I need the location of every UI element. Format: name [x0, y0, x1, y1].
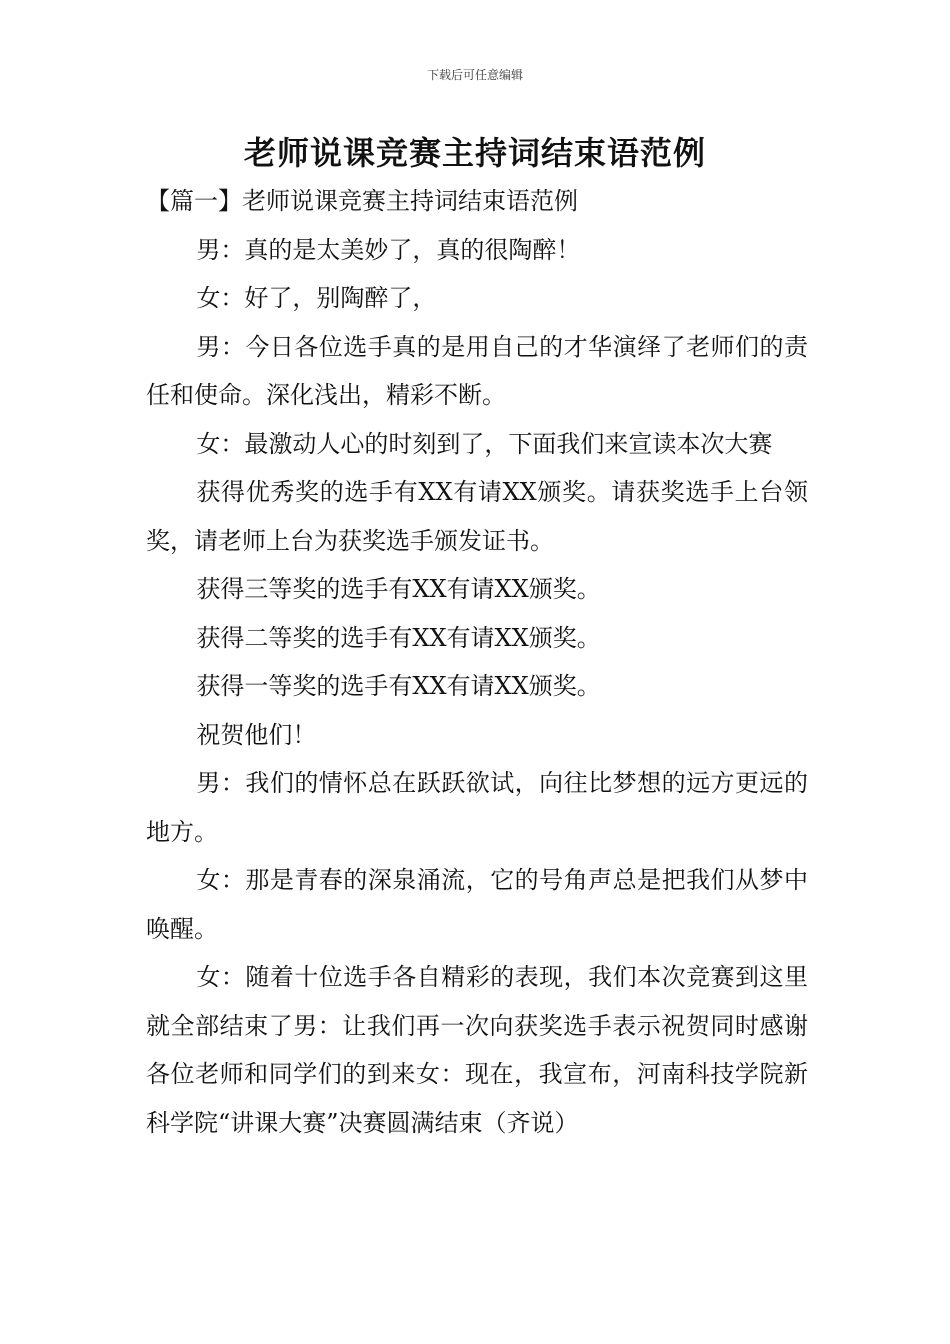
section-heading: 【篇一】老师说课竞赛主持词结束语范例	[146, 187, 578, 215]
paragraph: 男：今日各位选手真的是用自己的才华演绎了老师们的责任和使命。深化浅出，精彩不断。	[146, 332, 808, 409]
page-header-note: 下载后可任意编辑	[426, 68, 523, 82]
paragraph: 获得一等奖的选手有XX有请XX颁奖。	[196, 672, 601, 700]
paragraph: 女：好了，别陶醉了，	[196, 284, 437, 312]
paragraph: 女：随着十位选手各自精彩的表现，我们本次竞赛到这里就全部结束了男：让我们再一次向获奖选手表示祝贺同时感谢各位老师和同学们的到来女：现在，我宣布，河南科技学院新科学院“讲课大赛”决赛圆满结束（齐说）	[146, 963, 808, 1137]
paragraph: 获得二等奖的选手有XX有请XX颁奖。	[196, 623, 601, 652]
document-body	[146, 177, 808, 1147]
paragraph: 女：那是青春的深泉涌流，它的号角声总是把我们从梦中唤醒。	[146, 866, 808, 943]
document-title: 老师说课竞赛主持词结束语范例	[243, 134, 706, 172]
paragraph: 获得三等奖的选手有XX有请XX颁奖。	[196, 575, 601, 603]
paragraph: 男：我们的情怀总在跃跃欲试，向往比梦想的远方更远的地方。	[146, 769, 808, 846]
paragraph: 男：真的是太美妙了，真的很陶醉！	[196, 235, 581, 264]
paragraph: 女：最激动人心的时刻到了，下面我们来宣读本次大赛	[196, 429, 773, 458]
paragraph: 祝贺他们！	[196, 720, 317, 749]
paragraph: 获得优秀奖的选手有XX有请XX颁奖。请获奖选手上台领奖，请老师上台为获奖选手颁发证书。	[146, 478, 808, 555]
